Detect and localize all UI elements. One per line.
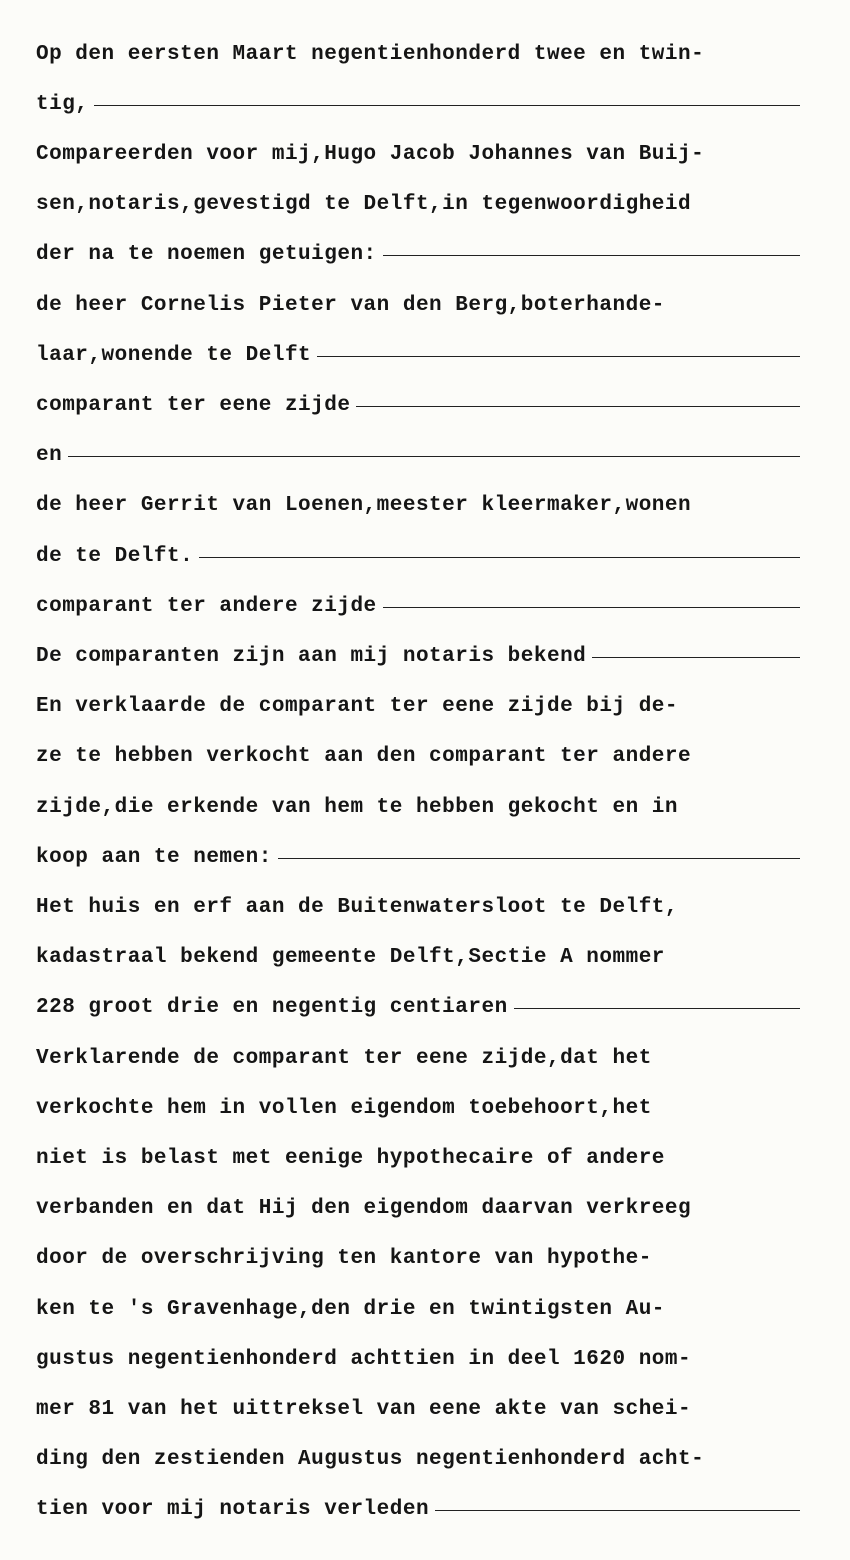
document-line (36, 540, 800, 572)
line-text: verkochte hem in vollen eigendom toebehoort,het (36, 1096, 652, 1120)
document-line (36, 590, 800, 622)
line-text: mer 81 van het uittreksel van eene akte van schei- (36, 1397, 692, 1421)
line-text: door de overschrijving ten kantore van hypothe- (36, 1247, 652, 1271)
line-text: De comparanten zijn aan mij notaris bekend (36, 644, 587, 668)
fill-rule-line (317, 356, 800, 357)
line-text: comparant ter eene zijde (36, 393, 351, 417)
document-line (36, 1193, 691, 1225)
line-text: laar,wonende te Delft (36, 343, 312, 367)
line-text: koop aan te nemen: (36, 845, 272, 869)
fill-rule-line (383, 255, 800, 256)
line-text: tig, (36, 92, 89, 116)
line-text: de te Delft. (36, 544, 194, 568)
document-line (36, 389, 800, 421)
line-text: Verklarende de comparant ter eene zijde,dat het (36, 1046, 652, 1070)
line-text: de heer Cornelis Pieter van den Berg,boterhande- (36, 293, 665, 317)
fill-rule-line (435, 1510, 800, 1511)
document-line (36, 1444, 704, 1476)
line-text: ding den zestienden Augustus negentienhonderd acht- (36, 1448, 705, 1472)
document-line (36, 440, 800, 472)
fill-rule-line (383, 607, 800, 608)
fill-rule-line (94, 105, 800, 106)
line-text: ze te hebben verkocht aan den comparant ter andere (36, 745, 692, 769)
document-line (36, 891, 678, 923)
document-line (36, 1142, 665, 1174)
line-text: der na te noemen getuigen: (36, 243, 377, 267)
line-text: gustus negentienhonderd achttien in deel 1620 nom- (36, 1347, 692, 1371)
fill-rule-line (278, 858, 800, 859)
document-line (36, 339, 800, 371)
document-line (36, 841, 800, 873)
document-line (36, 239, 800, 271)
fill-rule-line (199, 557, 800, 558)
document-line (36, 741, 691, 773)
document-line (36, 490, 691, 522)
fill-rule-line (592, 657, 800, 658)
line-text: kadastraal bekend gemeente Delft,Sectie A nommer (36, 946, 665, 970)
document-line (36, 138, 704, 170)
line-text: de heer Gerrit van Loenen,meester kleermaker,wonen (36, 494, 692, 518)
fill-rule-line (356, 406, 800, 407)
line-text: Op den eersten Maart negentienhonderd twee en twin- (36, 42, 705, 66)
line-text: zijde,die erkende van hem te hebben gekocht en in (36, 795, 679, 819)
line-text: sen,notaris,gevestigd te Delft,in tegenwoordigheid (36, 193, 692, 217)
line-text: Compareerden voor mij,Hugo Jacob Johannes van Buij- (36, 142, 705, 166)
line-text: En verklaarde de comparant ter eene zijde bij de- (36, 695, 679, 719)
document-line (36, 38, 704, 70)
line-text: Het huis en erf aan de Buitenwatersloot te Delft, (36, 895, 679, 919)
document-line (36, 1393, 691, 1425)
line-text: niet is belast met eenige hypothecaire of andere (36, 1146, 665, 1170)
document-line (36, 1042, 652, 1074)
fill-rule-line (68, 456, 800, 457)
document-line (36, 1243, 652, 1275)
line-text: tien voor mij notaris verleden (36, 1498, 430, 1522)
document-line (36, 791, 678, 823)
document-line (36, 289, 665, 321)
document-line (36, 189, 691, 221)
document-line (36, 992, 800, 1024)
document-line (36, 1293, 665, 1325)
line-text: en (36, 444, 63, 468)
document-line (36, 640, 800, 672)
line-text: ken te 's Gravenhage,den drie en twintigsten Au- (36, 1297, 665, 1321)
document-line (36, 88, 800, 120)
document-line (36, 942, 665, 974)
document-line (36, 1092, 652, 1124)
fill-rule-line (514, 1008, 800, 1009)
document-line (36, 691, 678, 723)
document-line (36, 1494, 800, 1526)
line-text: comparant ter andere zijde (36, 594, 377, 618)
line-text: verbanden en dat Hij den eigendom daarvan verkreeg (36, 1197, 692, 1221)
line-text: 228 groot drie en negentig centiaren (36, 996, 508, 1020)
document-line (36, 1343, 691, 1375)
